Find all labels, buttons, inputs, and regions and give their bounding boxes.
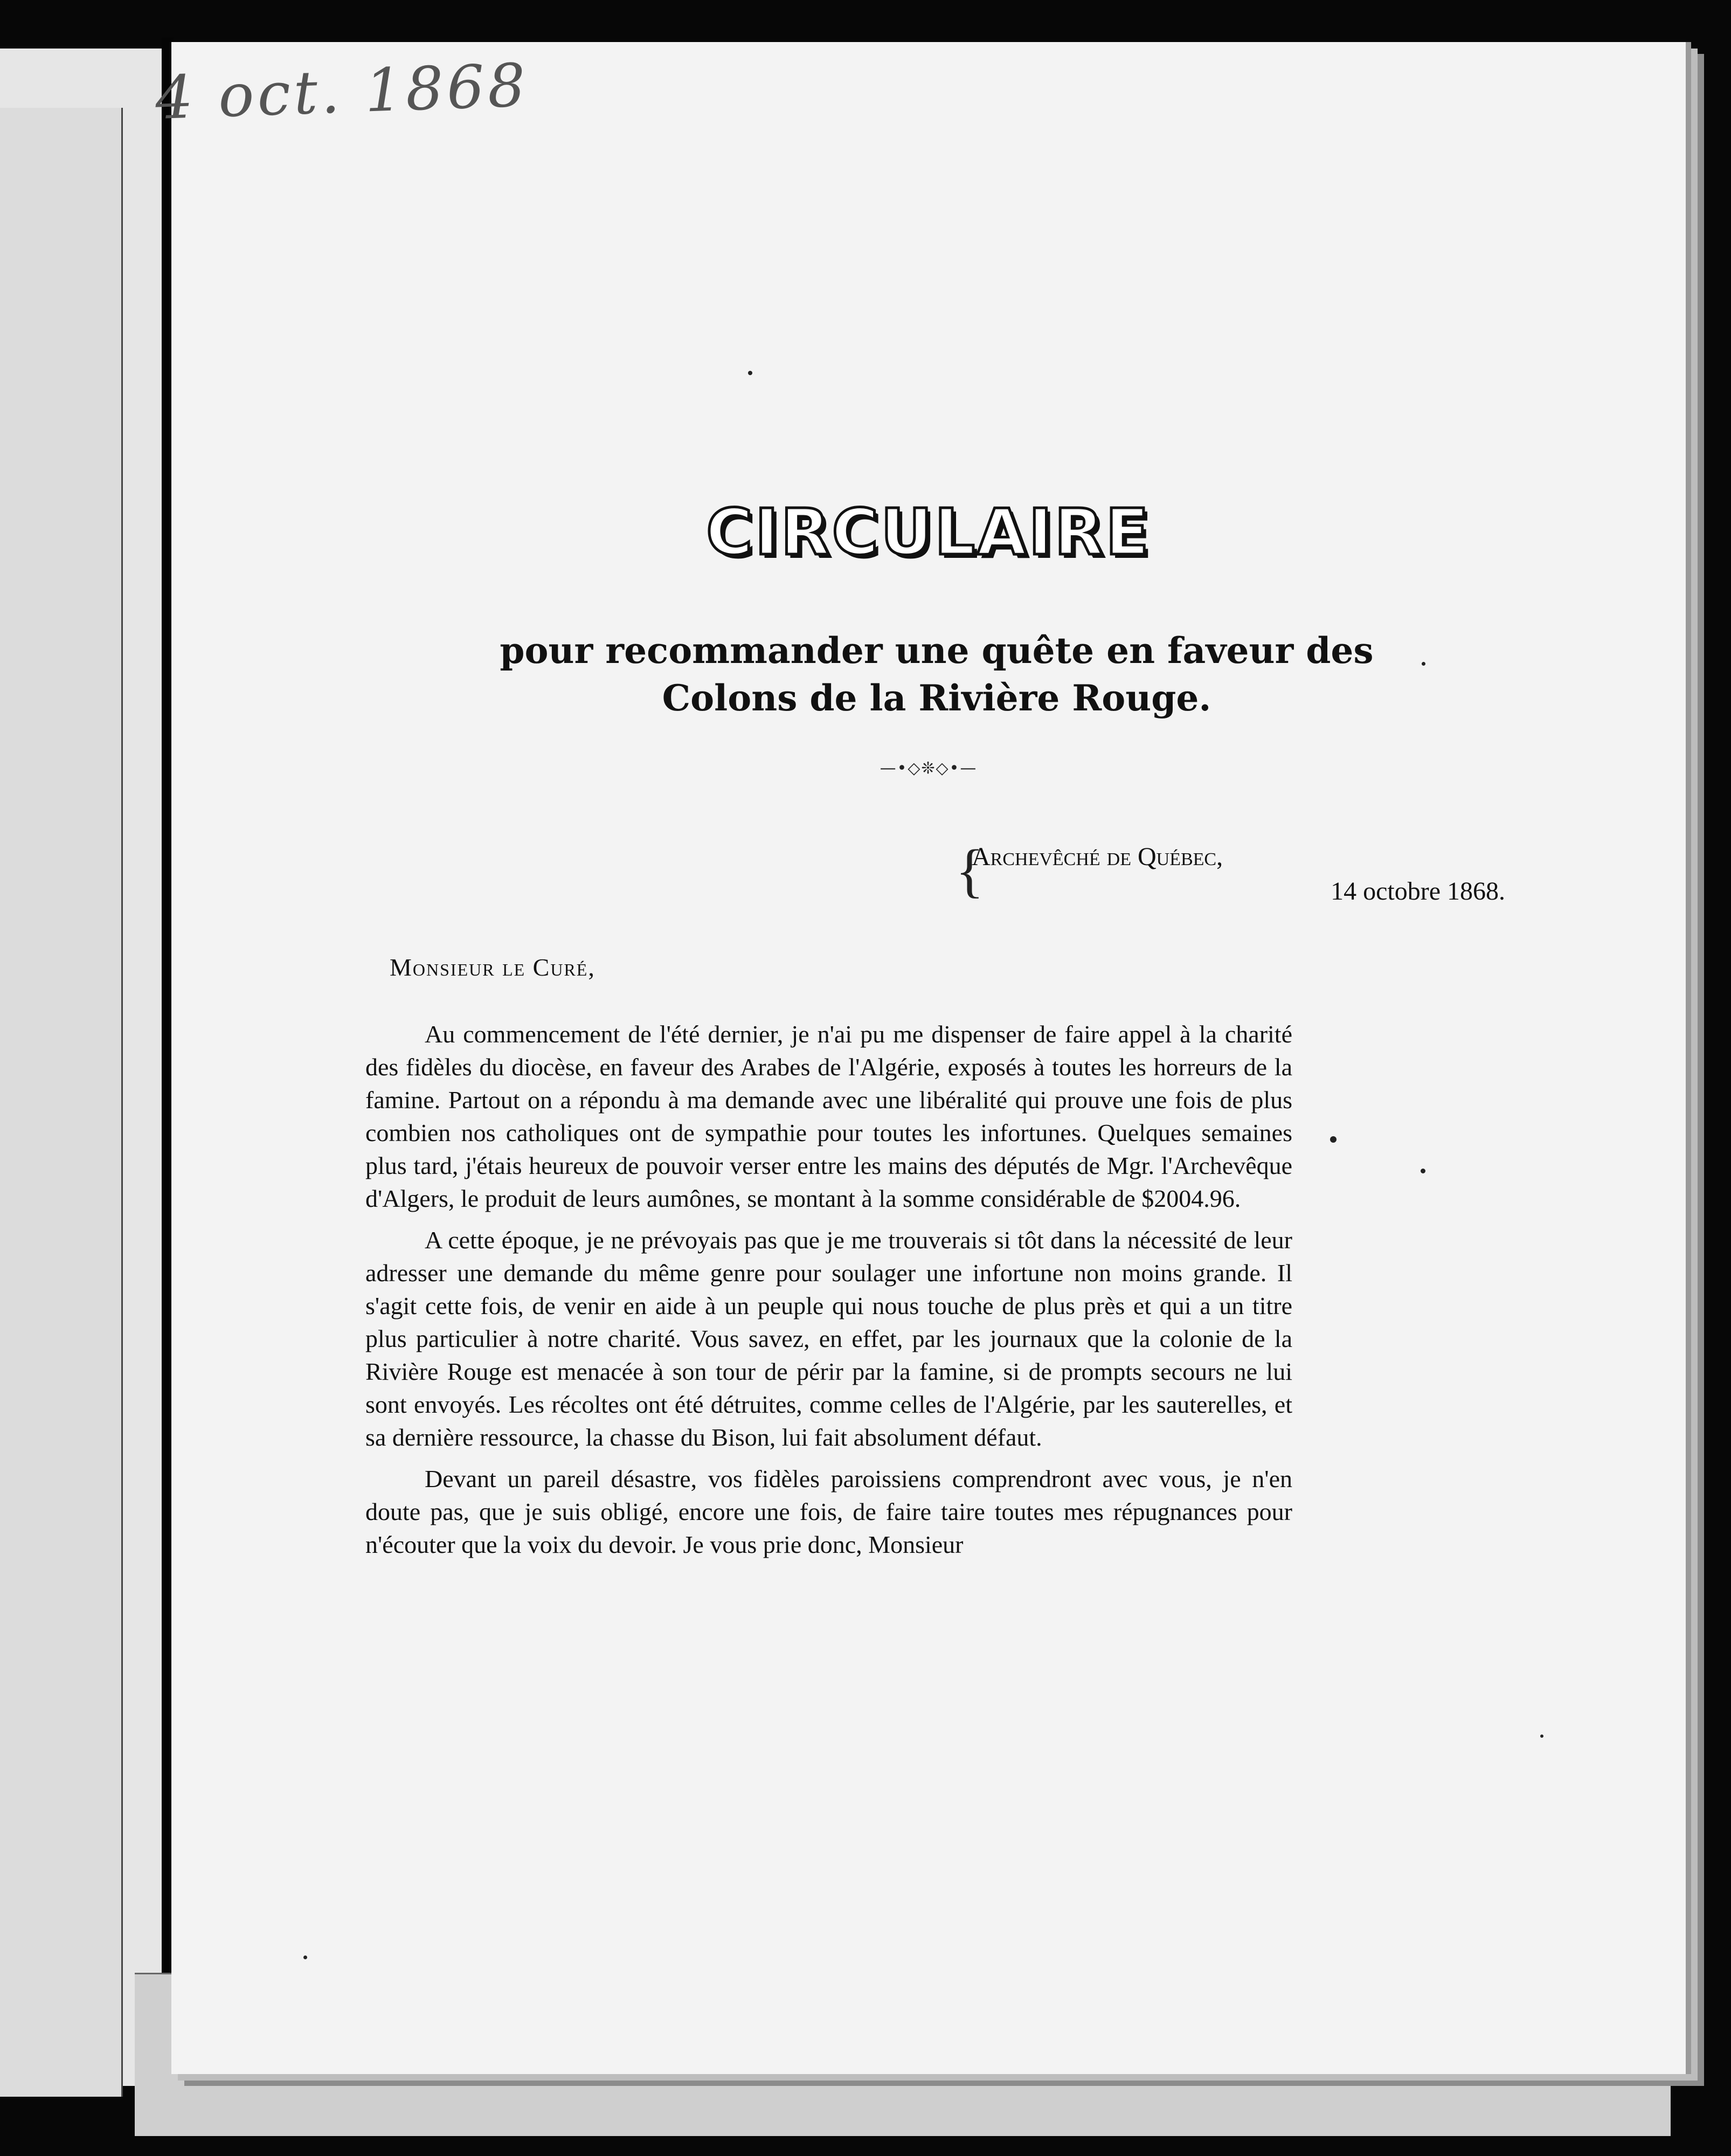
dateline-place: Archevêché de Québec, <box>972 842 1223 871</box>
speck <box>1540 1735 1543 1738</box>
speck <box>1421 1169 1425 1173</box>
facing-page-edge <box>0 108 123 2097</box>
paragraph-1: Au commencement de l'été dernier, je n'ai pu me dispenser de faire appel à la charité des fidèles du diocèse, en faveur des Arabes de l'Algérie, exposés à toutes les horreurs de la famine. Partout on a répondu à ma demande avec une libéralité qui prouve une fois de plus combien nos catholiques ont de sympathie pour toutes les infortunes. Quelques semaines plus tard, j'étais heureux de pouvoir verser entre les mains des députés de Mgr. l'Archevêque d'Algers, le produit de leurs aumônes, se montant à la somme considérable de $2004.96. <box>365 1020 1292 1212</box>
brace-icon: { <box>955 838 984 903</box>
facing-page <box>0 49 164 2086</box>
speck <box>748 371 752 375</box>
subtitle-line-2: Colons de la Rivière Rouge. <box>662 677 1211 719</box>
subtitle-line-1: pour recommander une quête en faveur des <box>500 630 1374 672</box>
paragraph-3: Devant un pareil désastre, vos fidèles paroissiens comprendront avec vous, je n'en doute pas, que je suis obligé, encore une fois, de faire taire toutes mes répugnances pour n'écouter que la voix du devoir. Je vous prie donc, Monsieur <box>365 1465 1292 1558</box>
title-ornament: —•◇❊◇•— <box>880 759 978 778</box>
speck <box>1422 662 1425 666</box>
paragraph-2: A cette époque, je ne prévoyais pas que je me trouverais si tôt dans la nécessité de leur adresser une demande du même genre pour soulager une infortune non moins grande. Il s'agit cette fois, de venir en aide à un peuple qui nous touche de plus près et qui a un titre plus particulier à notre charité. Vous savez, en effet, par les journaux que la colonie de la Rivière Rouge est menacée à son tour de périr par la famine, si de prompts secours ne lui sont envoyés. Les récoltes ont été détruites, comme celles de l'Algérie, par les sauterelles, et sa dernière ressource, la chasse du Bison, lui fait absolument défaut. <box>365 1226 1292 1451</box>
letter-body <box>365 1018 1292 1570</box>
speck <box>1330 1136 1337 1143</box>
circular-title: CIRCULAIRE <box>706 495 1151 569</box>
dateline-date: 14 octobre 1868. <box>1331 877 1505 906</box>
salutation: Monsieur le Curé, <box>390 953 596 981</box>
handwritten-date-annotation: 4 oct. 1868 <box>154 50 530 133</box>
document-page <box>154 42 1691 2074</box>
circular-subtitle <box>301 627 1573 722</box>
speck <box>303 1955 307 1959</box>
dateline <box>955 838 1511 909</box>
